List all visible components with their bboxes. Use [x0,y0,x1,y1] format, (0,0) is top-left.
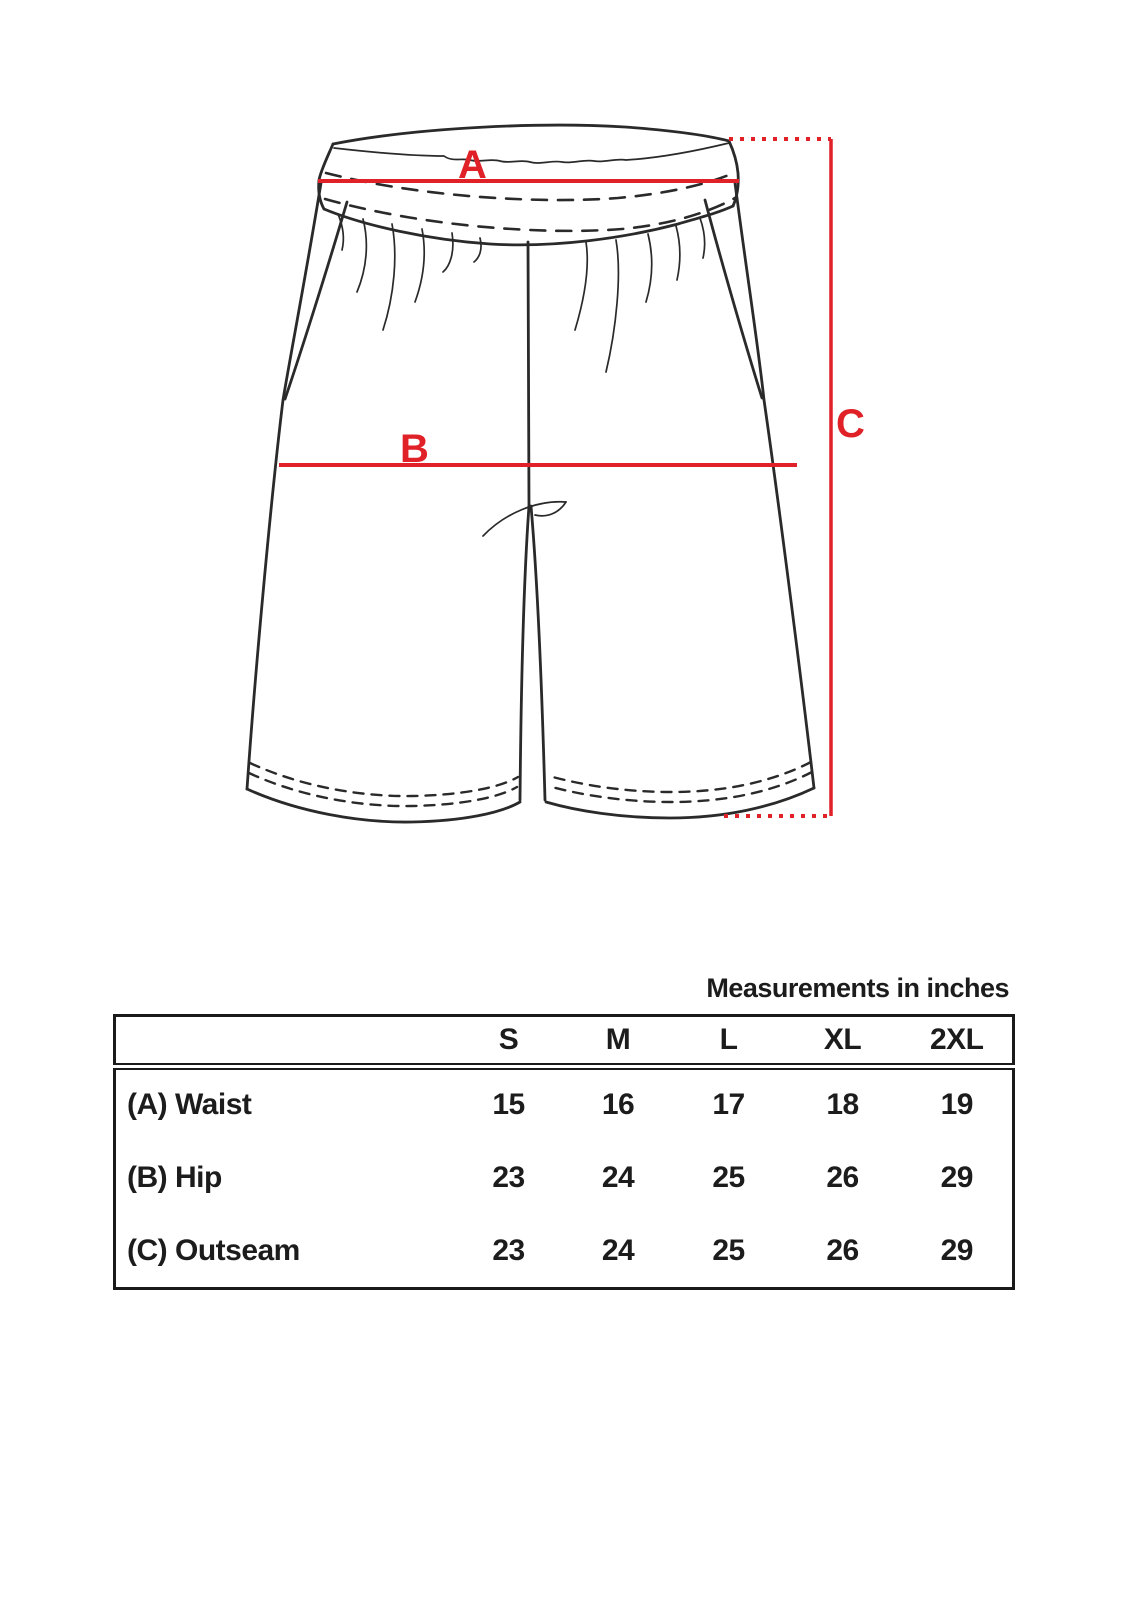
hip-value-m: 24 [601,1160,635,1194]
left-pocket-line [285,202,347,399]
size-header-s: S [455,1016,563,1067]
row-label-outseam: (C) Outseam [127,1233,300,1267]
outseam-value-m: 24 [601,1233,635,1267]
size-header-xl: XL [784,1016,902,1067]
row-label-waist: (A) Waist [127,1088,252,1122]
waist-value-xl: 18 [826,1088,859,1122]
right-outer-seam [735,183,814,788]
hip-value-xl: 26 [826,1160,859,1194]
right-pocket-line [705,200,762,398]
table-row-waist [115,1067,1014,1141]
waist-value-s: 15 [492,1088,525,1122]
waist-value-m: 16 [601,1088,635,1122]
gather-lines [338,214,705,372]
size-header-2xl: 2XL [902,1016,1014,1067]
label-B: B [400,427,428,471]
waistband-stitch-upper [326,172,736,200]
empty-corner-cell [115,1016,455,1067]
left-outer-seam [247,183,321,789]
size-header-row [115,1016,1014,1067]
waist-value-l: 17 [712,1088,745,1122]
left-inner-seam [520,506,529,800]
table-row-hip [115,1141,1014,1215]
size-header-l: L [674,1016,784,1067]
hip-value-2xl: 29 [940,1160,973,1194]
measurements-table [113,1014,1015,1290]
right-inner-seam [531,506,545,800]
outseam-value-l: 25 [712,1233,745,1267]
label-C: C [836,402,864,446]
shorts-outline [247,125,814,822]
outseam-value-s: 23 [492,1233,525,1267]
hip-value-s: 23 [492,1160,525,1194]
waist-value-2xl: 19 [940,1088,973,1122]
hem-stitching [249,762,812,806]
size-header-m: M [563,1016,674,1067]
drawcord-wrinkle-line [334,143,729,163]
table-row-outseam [115,1215,1014,1289]
left-leg-hem-edge [247,789,520,822]
hip-value-l: 25 [712,1160,745,1194]
row-label-hip: (B) Hip [127,1160,222,1194]
outseam-value-xl: 26 [826,1233,859,1267]
units-note: Measurements in inches [706,973,1009,1003]
waistband-top-edge [333,125,729,144]
crotch-fold-line [483,502,566,536]
outseam-value-2xl: 29 [940,1233,973,1267]
label-A: A [458,143,486,187]
